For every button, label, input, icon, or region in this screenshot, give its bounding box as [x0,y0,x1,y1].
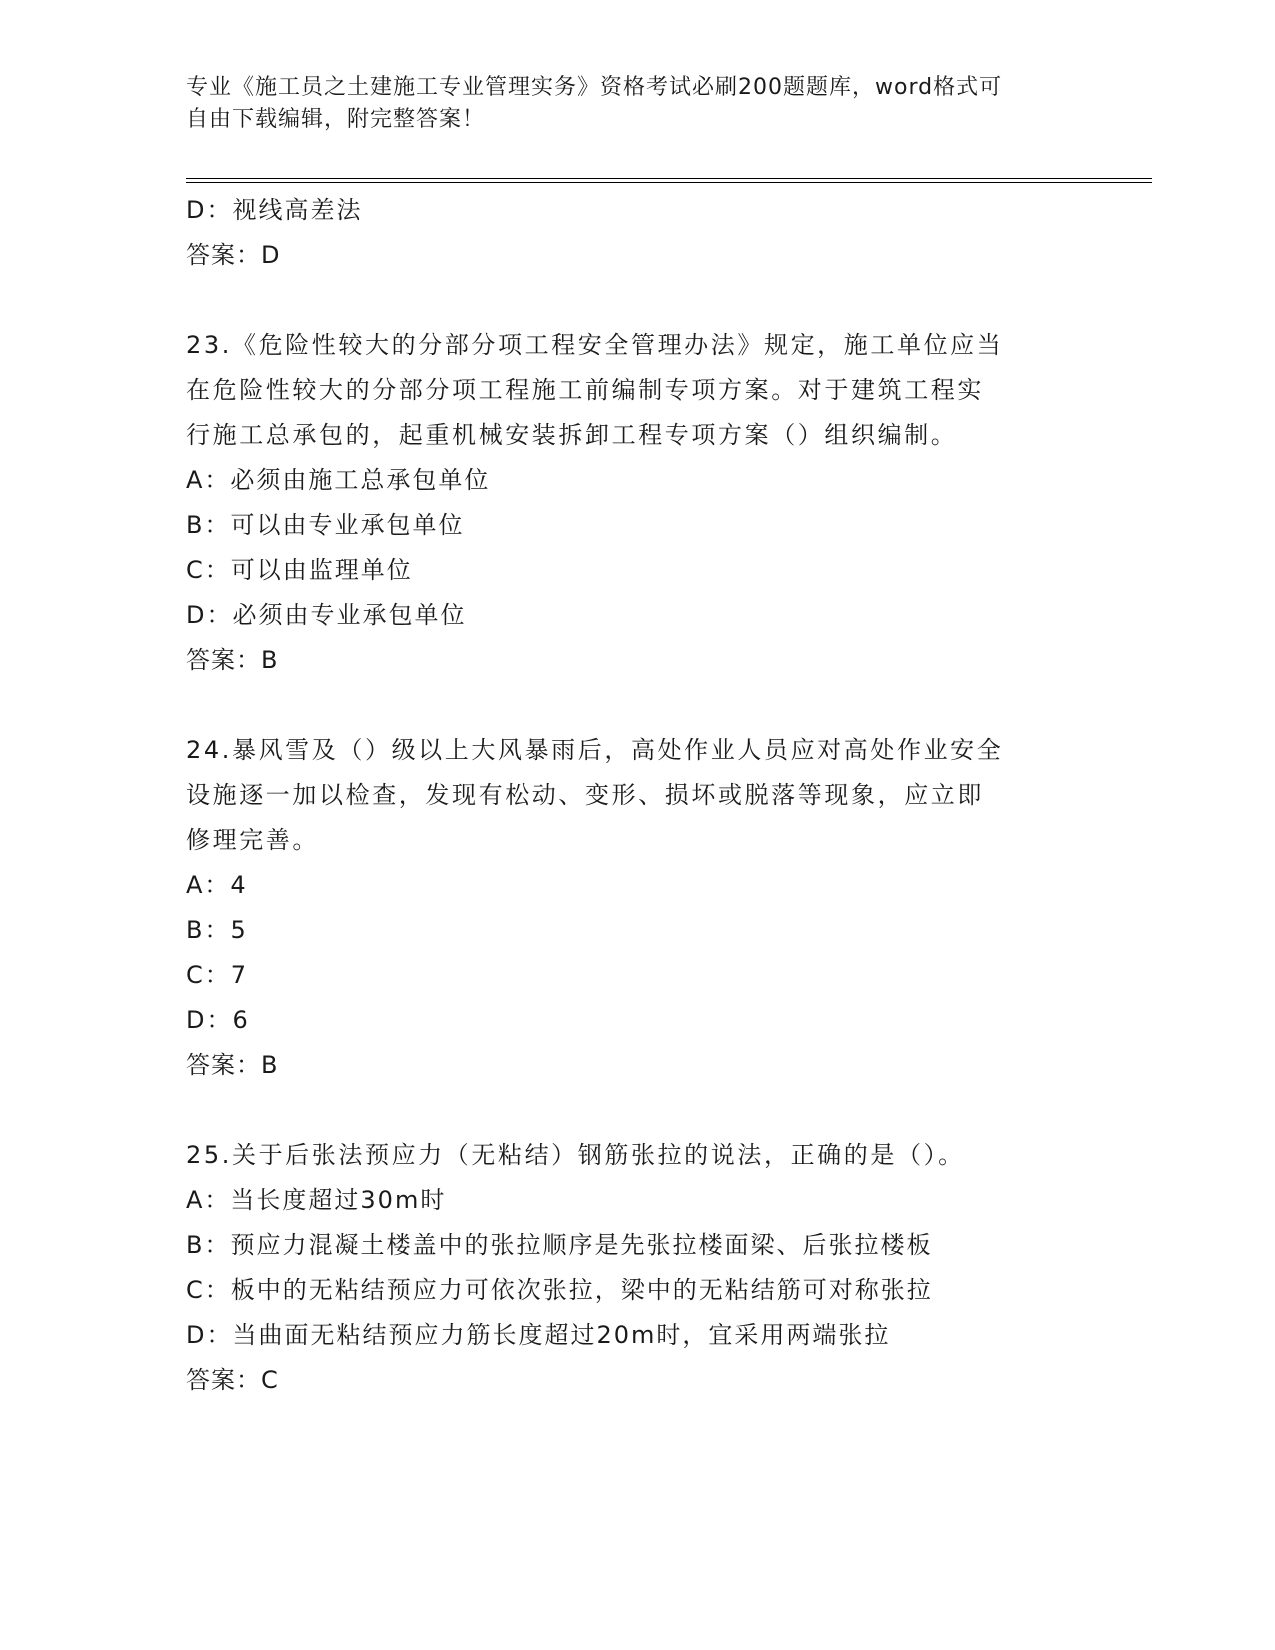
question-24 [186,728,1086,1088]
question-stem-line: 设施逐一加以检查，发现有松动、变形、损坏或脱落等现象，应立即 [186,781,984,809]
answer: 答案：B [186,646,279,674]
header-divider [186,178,1152,179]
option-b: B：预应力混凝土楼盖中的张拉顺序是先张拉楼面梁、后张拉楼板 [186,1231,933,1259]
document-body [186,188,1086,1403]
option-c: C：7 [186,961,249,989]
answer: 答案：C [186,1366,279,1394]
option-c: C：板中的无粘结预应力可依次张拉，梁中的无粘结筋可对称张拉 [186,1276,933,1304]
header-line-2: 自由下载编辑，附完整答案！ [186,107,486,132]
question-stem-line: 24.暴风雪及（）级以上大风暴雨后，高处作业人员应对高处作业安全 [186,736,1004,764]
option-b: B：5 [186,916,248,944]
question-stem-line: 25.关于后张法预应力（无粘结）钢筋张拉的说法，正确的是（）。 [186,1141,965,1169]
question-stem-line: 23.《危险性较大的分部分项工程安全管理办法》规定，施工单位应当 [186,331,1004,359]
question-stem-line: 修理完善。 [186,826,319,854]
question-stem-line: 行施工总承包的，起重机械安装拆卸工程专项方案（）组织编制。 [186,421,958,449]
option-b: B：可以由专业承包单位 [186,511,465,539]
question-25 [186,1133,1086,1403]
question-stem-line: 在危险性较大的分部分项工程施工前编制专项方案。对于建筑工程实 [186,376,984,404]
prev-option-d: D：视线高差法 [186,196,363,224]
option-a: A：必须由施工总承包单位 [186,466,491,494]
prev-answer: 答案：D [186,241,281,269]
option-d: D：6 [186,1006,250,1034]
header-line-1: 专业《施工员之土建施工专业管理实务》资格考试必刷200题题库，word格式可 [186,75,1003,100]
question-23 [186,323,1086,683]
option-a: A：当长度超过30m时 [186,1186,447,1214]
header-divider-secondary [186,182,1152,183]
option-c: C：可以由监理单位 [186,556,413,584]
document-header [186,72,1066,136]
option-d: D：当曲面无粘结预应力筋长度超过20m时，宜采用两端张拉 [186,1321,891,1349]
option-a: A：4 [186,871,248,899]
option-d: D：必须由专业承包单位 [186,601,467,629]
answer: 答案：B [186,1051,279,1079]
